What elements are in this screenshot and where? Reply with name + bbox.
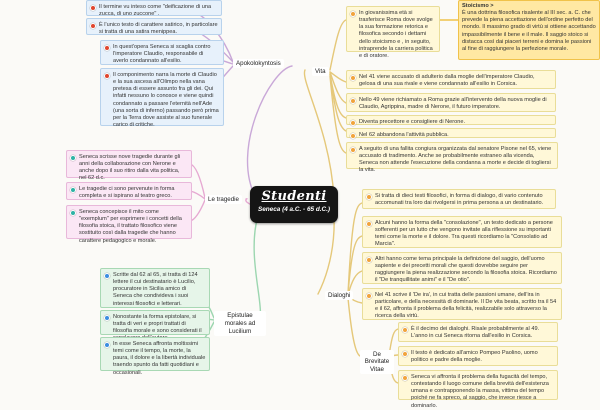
bullet-icon [350,120,356,126]
bullet-icon [104,45,110,51]
vita-item-5[interactable]: A seguito di una fallita congiura organizzata dal senatore Pisone nel 65, viene accusato di tradimento. Anche se probabilmente estraneo alla vicenda, Seneca non attende l'esecuzione della condanna a morte e decide di togliersi la vita. [346,142,558,169]
bullet-icon [104,273,110,279]
epistulae-item-3[interactable]: In esse Seneca affronta moltissimi temi come il tempo, la morte, la paura, il dolore e la libertà individuale traendo spunto da fatti quotidiani e occasionali. [100,337,210,371]
dialoghi-item-4[interactable]: Nel 41 scrive il 'De ira', in cui tratta delle passioni umane, dell'ira in particolare, e della necessità di dominarle. Il De vita beata, scritto tra il 54 e il 62, affronta il problema della felicità, realizzabile solo attraverso la ricerca della virtù. [362,288,562,320]
tragedie-item-3[interactable]: Seneca concepisce il mito come "exemplum" per esprimere i concetti della filosofia stoica, il trattato filosofico viene sostituito così dalla tragedie che hanno carattere pedagogico e morale. [66,205,192,239]
apokolokyntosis-item-1[interactable]: Il termine vu inteso come "deificazione di una zucca, di uno zuccone" . [86,0,222,16]
de-brevitate-item-2[interactable]: Il testo è dedicato all'amico Pompeo Paolino, uomo politico e padre della moglie. [398,346,558,366]
bullet-icon [350,98,356,104]
branch-label-epistulae[interactable]: Epistulae morales ad Lucilium [214,311,266,336]
epistulae-item-1[interactable]: Scritte dal 62 al 65, si tratta di 124 lettere il cui destinatario è Lucilio, procuratore in Sicilia amico di Seneca che condivideva i suoi interessi filosofici e letterari. [100,268,210,308]
bullet-icon [90,5,96,11]
stoicismo-note[interactable] [458,0,600,60]
bullet-icon [402,327,408,333]
stoicismo-text: È una dottrina filosofica risalente al III sec. a. C. che prevede la piena accettazione dell'ordine perfetto del mondo. Il massimo grado di virtù si ottiene accettando impassibilmente il bene e il male. Il saggio stoico si distacca così dai piaceri terreni e domina le passioni al fine di raggiungere la perfezione morale. [462,10,596,52]
vita-main[interactable]: In giovanissima età si trasferisce Roma dove svolge la sua formazione retorica e filosofica secondo i dettami dello stoicismo e , in seguito, intraprende la carriera politica e di oratore. [346,6,440,52]
branch-label-dialoghi[interactable]: Dialoghi [325,291,353,300]
central-title: Studenti [261,189,327,204]
bullet-icon [70,210,76,216]
bullet-icon [70,187,76,193]
branch-label-vita[interactable]: Vita [312,67,329,76]
dialoghi-item-2[interactable]: Alcuni hanno la forma della "consolazione", un testo dedicato a persone sofferenti per un lutto che vengono invitate alla riflessione su importanti temi come la morte e il dolore. Tra questi ricordiamo la "Consolatio ad Marcia". [362,216,562,248]
apokolokyntosis-item-4[interactable]: Il componimento narra la morte di Claudio e la sua ascesa all'Olimpo nella vana pretesa di essere assunto fra gli dei. Qui infatti nessuno lo conosce e viene quindi condannato a passare l'eternità nell'Ade (una sorta di inferno) passando però prima per la Terra dove assiste al suo funerale carico di critiche. [100,68,224,126]
bullet-icon [366,194,372,200]
bullet-icon [104,315,110,321]
apokolokyntosis-item-3[interactable]: In quest'opera Seneca si scaglia contro l'imperatore Claudio, responsabile di averlo condannato all'esilio. [100,40,224,65]
bullet-icon [350,133,356,139]
central-topic[interactable] [250,186,338,223]
sub-branch-label-de-brevitate-vitae[interactable]: De Brevitate Vitae [360,350,394,374]
bullet-icon [70,155,76,161]
bullet-icon [402,375,408,381]
bullet-icon [350,75,356,81]
bullet-icon [350,11,356,17]
de-brevitate-item-3[interactable]: Seneca vi affronta il problema della fugacità del tempo, contestando il luogo comune della brevità dell'esistenza umana e contrapponendo la massa, vittima del tempo poiché ne fa spreco, al saggio, che invece riesce a dominarlo. [398,370,558,400]
dialoghi-item-1[interactable]: Si tratta di dieci testi filosofici, in forma di dialogo, di vario contenuto accomunati tra loro dai rivolgersi in prima persona a un destinatario. [362,189,556,209]
vita-item-1[interactable]: Nel 41 viene accusato di adulterio dalla moglie dell'imperatore Claudio, gelosa di una sua rivale e viene condannato all'esilio in Corsica. [346,70,556,89]
branch-label-tragedie[interactable]: Le tragedie [205,195,242,204]
bullet-icon [104,342,110,348]
link-epistulae [254,216,260,322]
dialoghi-item-3[interactable]: Altri hanno come tema principale la definizione del saggio, dell'uomo sapiente e dei precetti morali che questi dovrebbe seguire per raggiungere la piena realizzazione secondo la filosofia stoica. Ricordiamo il "De tranquillitate animi" e il "De otio". [362,252,562,284]
tragedie-item-1[interactable]: Seneca scrisse nove tragedie durante gli anni della collaborazione con Nerone e anche dopo il suo ritiro dalla vita politica, nel 62 d.c. [66,150,192,178]
de-brevitate-item-1[interactable]: È il decimo dei dialoghi. Risale probabilmente al 49. L'anno in cui Seneca ritorna dall'esilio in Corsica. [398,322,558,342]
branch-label-apokolokyntosis[interactable]: Apokolokyntosis [233,59,284,68]
bullet-icon [366,293,372,299]
central-subtitle: Seneca (4 a.C. - 65 d.C.) [257,206,331,213]
bullet-icon [366,257,372,263]
bullet-icon [90,23,96,29]
vita-item-3[interactable]: Diventa precettore e consigliere di Nerone. [346,115,556,125]
link-dialoghi [318,214,334,294]
vita-item-2[interactable]: Nello 49 viene richiamato a Roma grazie all'intervento della nuova moglie di Claudio, Agrippina, madre di Nerone, il futuro imperatore. [346,93,556,112]
epistulae-item-2[interactable]: Nonostante la forma epistolare, si tratta di veri e propri trattati di filosofia morale e sono considerati il [100,310,210,335]
bullet-icon [366,221,372,227]
tragedie-item-2[interactable]: Le tragedie ci sono pervenute in forma completa e si ispirano al teatro greco. [66,182,192,200]
bullet-icon [104,73,110,79]
link-apokolokyntosis [248,66,292,198]
vita-item-4[interactable]: Nel 62 abbandona l'attività pubblica. [346,128,556,138]
link-vita [304,70,334,198]
apokolokyntosis-item-2[interactable]: È l'unico testo di carattere satirico, in particolare si tratta di una satira menippea. [86,18,222,35]
stoicismo-title: Stoicismo > [462,3,494,9]
bullet-icon [402,351,408,357]
bullet-icon [350,147,356,153]
